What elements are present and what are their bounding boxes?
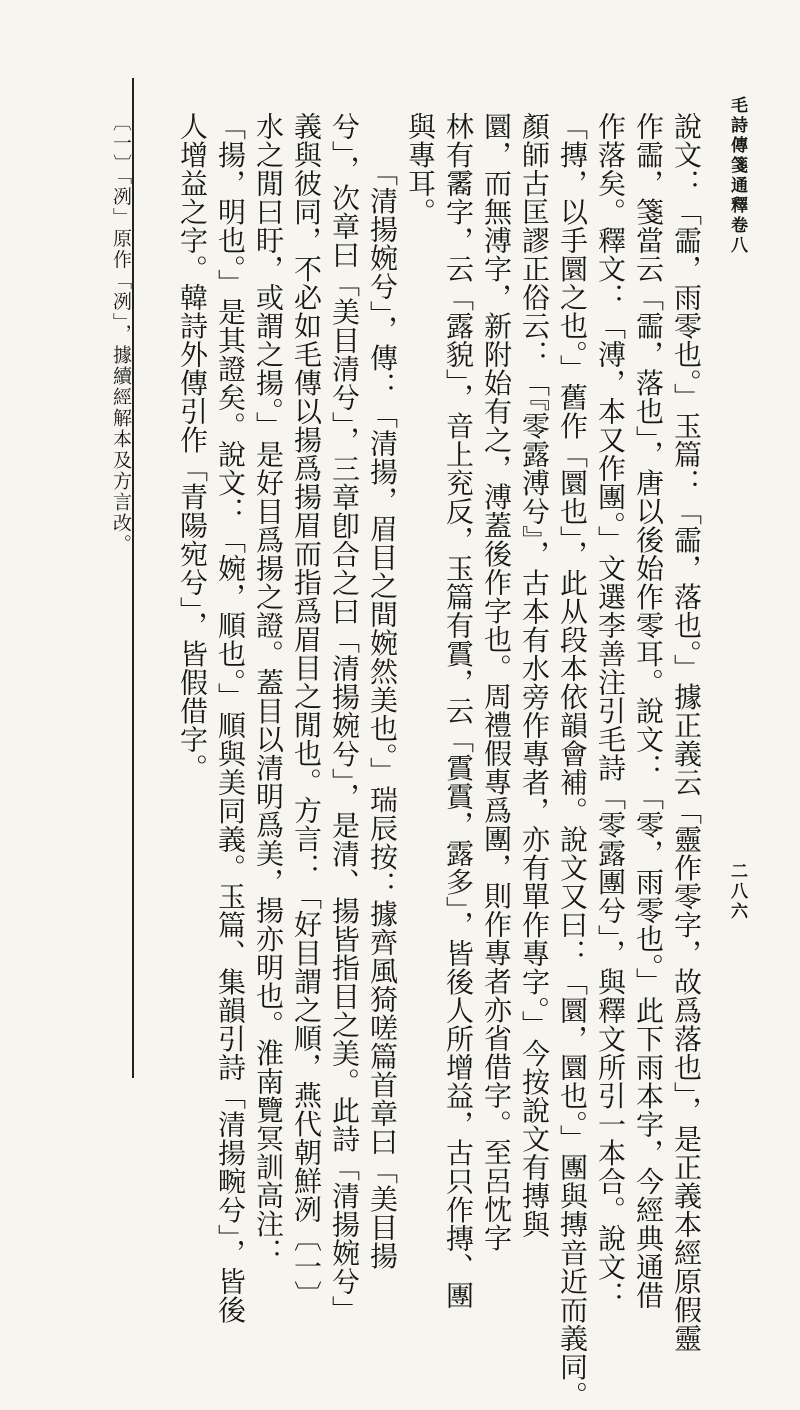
text-line: 林有霱字，云「露貌」，音上兖反，玉篇有霣，云「霣霣，露多」，皆後人所增益，古只作摶、團 — [442, 112, 475, 1310]
text-line: 與專耳。 — [404, 112, 437, 226]
page-number: 二八六 — [727, 862, 747, 922]
text-line: 「揚，明也。」是其證矣。說文：「婉，順也。」順與美同義。玉篇、集韻引詩「清揚畹兮」，皆後 — [214, 112, 247, 1324]
text-line: 圜，而無溥字，新附始有之，溥蓋後作字也。周禮假專爲團，則作專者亦省借字。至呂忱字 — [480, 112, 513, 1252]
text-line: 人增益之字。韓詩外傳引作「青陽宛兮」，皆假借字。 — [176, 112, 209, 782]
text-line: 作霝，箋當云「霝，落也」，唐以後始作零耳。說文：「零，雨零也。」此下雨本字，今經典通借 — [632, 112, 665, 1310]
text-line: 水之閒曰盱，或謂之揚。」是好目爲揚之證。蓋目以清明爲美，揚亦明也。淮南覽冥訓高注： — [252, 112, 285, 1267]
footnote: 〔一〕「冽」原作「冽」，據續經解本及方言改。 — [110, 112, 132, 555]
text-line: 顏師古匡謬正俗云：「『零露溥兮』，古本有水旁作專者，亦有單作專字。」今按說文有摶與 — [518, 112, 551, 1239]
text-line: 義與彼同，不必如毛傳以揚爲揚眉而指爲眉目之閒也。方言：「好目謂之順，燕代朝鮮冽〔一〕 — [290, 112, 323, 1309]
footnote-rule — [132, 78, 134, 1078]
text-line: 兮」，次章曰「美目清兮」，三章卽合之曰「清揚婉兮」，是清、揚皆指目之美。此詩「清揚婉兮」 — [328, 112, 361, 1324]
book-title: 毛詩傳箋通釋卷八 — [727, 96, 747, 256]
text-line: 「清揚婉兮」，傳：「清揚，眉目之間婉然美也。」瑞辰按：據齊風猗嗟篇首章曰「美目揚 — [366, 158, 399, 1270]
text-line: 「摶，以手圜之也。」舊作「圜也」，此从段本依韻會補。說文又曰：「圜，圜也。」團與摶音近而義同。 — [556, 112, 589, 1410]
text-line: 說文：「霝，雨零也。」玉篇：「霝，落也。」據正義云「靈作零字，故爲落也」，是正義本經原假靈 — [670, 112, 703, 1353]
text-line: 作落矣。釋文：「溥，本又作團。」文選李善注引毛詩「零露團兮」，與釋文所引一本合。說文： — [594, 112, 627, 1310]
